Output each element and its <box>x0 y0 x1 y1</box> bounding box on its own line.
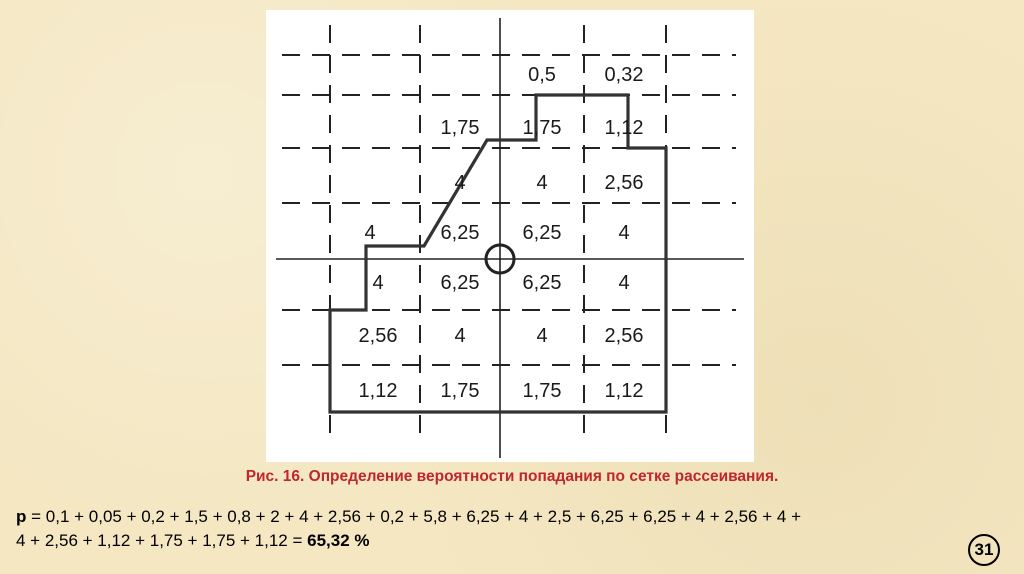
formula-line-2 <box>16 529 1016 553</box>
cell-probability-label: 2,56 <box>358 325 398 347</box>
cell-probability-label: 1,75 <box>440 117 480 139</box>
formula-result: 65,32 % <box>307 531 370 550</box>
cell-probability-label: 4 <box>364 222 376 244</box>
formula-line-1 <box>16 505 1016 529</box>
formula-terms-2: 4 + 2,56 + 1,12 + 1,75 + 1,75 + 1,12 = <box>16 531 308 550</box>
cell-probability-label: 4 <box>372 272 384 294</box>
cell-probability-label: 4 <box>618 272 630 294</box>
cell-probability-label: 1,75 <box>440 380 480 402</box>
cell-probability-label: 4 <box>454 325 466 347</box>
cell-probability-label: 2,56 <box>604 325 644 347</box>
cell-probability-label: 6,25 <box>522 272 562 294</box>
probability-cells <box>359 64 644 402</box>
figure-caption: Рис. 16. Определение вероятности попадания по сетке рассеивания. <box>245 468 779 485</box>
formula-variable: p <box>16 507 27 526</box>
cell-probability-label: 1,75 <box>522 117 562 139</box>
formula-terms-1: = 0,1 + 0,05 + 0,2 + 1,5 + 0,8 + 2 + 4 + 2,56 + 0,2 + 5,8 + 6,25 + 4 + 2,5 + 6,25 + 6,25 + 4 + 2,56 + 4 + <box>26 507 801 526</box>
cell-probability-label: 4 <box>536 172 548 194</box>
page-number-badge: 31 <box>968 534 1000 566</box>
cell-probability-label: 2,56 <box>604 172 644 194</box>
cell-probability-label: 1,75 <box>522 380 562 402</box>
cell-probability-label: 4 <box>536 325 548 347</box>
cell-probability-label: 0,32 <box>604 64 644 86</box>
dispersion-grid-figure <box>266 10 754 462</box>
cell-probability-label: 0,5 <box>528 64 556 86</box>
grid-dashed-lines <box>282 25 736 440</box>
cell-probability-label: 1,12 <box>604 380 644 402</box>
cell-probability-label: 6,25 <box>440 222 480 244</box>
grid-axes <box>276 18 744 458</box>
cell-probability-label: 6,25 <box>522 222 562 244</box>
cell-probability-label: 1,12 <box>604 117 644 139</box>
cell-probability-label: 6,25 <box>440 272 480 294</box>
dispersion-grid <box>266 10 754 462</box>
cell-probability-label: 1,12 <box>358 380 398 402</box>
cell-probability-label: 4 <box>454 172 466 194</box>
probability-formula <box>16 505 1016 553</box>
cell-probability-label: 4 <box>618 222 630 244</box>
